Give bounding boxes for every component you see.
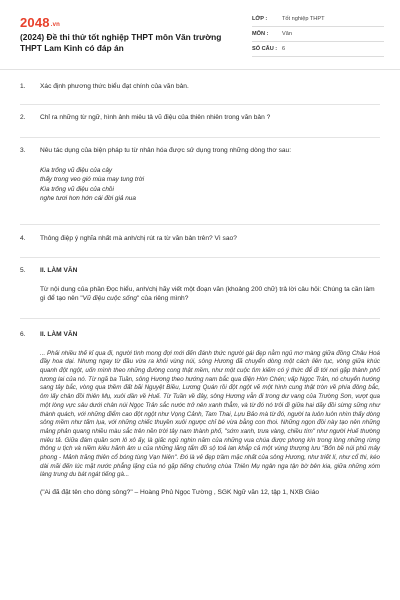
meta-value: 6 [282, 46, 286, 52]
section-heading: II. LÀM VĂN [40, 267, 78, 274]
passage-source: ("Ai đã đặt tên cho dòng sông?" – Hoàng Phủ Ngọc Tường , SGK Ngữ văn 12, tập 1, NXB Giáo [40, 489, 320, 497]
meta-label: LỚP : [252, 16, 268, 22]
question-number: 6. [20, 331, 26, 338]
question-text: Nêu tác dụng của biện pháp tu từ nhân hóa được sử dụng trong những dòng thơ sau: [40, 147, 292, 154]
question-4 [20, 234, 380, 244]
question-divider [20, 137, 380, 138]
question-divider [20, 104, 380, 105]
question-divider [20, 318, 380, 319]
meta-row-class [252, 12, 384, 27]
question-number: 1. [20, 83, 26, 90]
question-number: 5. [20, 267, 26, 274]
question-5 [20, 266, 380, 304]
question-number: 3. [20, 147, 26, 154]
poem-line: thấy trong veo gió mùa may tung trời [40, 176, 145, 184]
question-3 [20, 146, 380, 204]
exam-meta-table [252, 12, 384, 57]
document-header [0, 0, 400, 70]
section-heading: II. LÀM VĂN [40, 331, 78, 338]
poem-excerpt [40, 166, 380, 204]
question-divider [20, 257, 380, 258]
question-text: Thông điệp ý nghĩa nhất mà anh/chị rút ra từ văn bản trên? Vì sao? [40, 235, 237, 242]
meta-label: MÔN : [252, 31, 269, 37]
meta-row-subject [252, 27, 384, 42]
quoted-phrase: Vũ điệu cuộc sống [82, 295, 137, 303]
poem-line: nghe tươi hơn hớn cái đời giả nua [40, 195, 136, 203]
poem-line: Kìa trống vũ điệu của chồi [40, 185, 114, 193]
meta-value: Văn [282, 31, 292, 37]
question-6 [20, 330, 380, 498]
document-title: (2024) Đề thi thử tốt nghiệp THPT môn Văn trường THPT Lam Kinh có đáp án [20, 32, 222, 53]
meta-row-count [252, 42, 384, 57]
question-2 [20, 113, 380, 123]
question-number: 2. [20, 114, 26, 121]
question-text: Xác định phương thức biểu đạt chính của văn bản. [40, 83, 189, 90]
question-divider [20, 224, 380, 225]
question-text: Từ nội dung của phần Đọc hiểu, anh/chị hãy viết một đoạn văn (khoảng 200 chữ) trả lời câu hỏi: Chúng ta cần làm gì để tạo nên "Vũ điệu cuộc sống" của riêng mình? [40, 285, 375, 303]
site-logo[interactable]: 2048.vn [20, 15, 61, 30]
meta-label: SỐ CÂU : [252, 46, 278, 52]
question-1 [20, 82, 380, 92]
meta-value: Tốt nghiệp THPT [282, 16, 325, 22]
question-text: Chỉ ra những từ ngữ, hình ảnh miêu tả vũ điệu của thiên nhiên trong văn bản ? [40, 114, 271, 121]
question-number: 4. [20, 235, 26, 242]
literary-passage: ... Phải nhiều thế kỉ qua đi, người tình mong đợi mới đến đánh thức người gái đẹp nằm ngủ mơ màng giữa đồng Châu Hoá đầy hoa dại. Nhưng ngay từ đầu vừa ra khỏi vùng núi, sông Hương đã chuyển dòng một cách liên tục, vòng giữa khúc quanh đột ngột, uốn mình theo những đường cong thật mềm, như một cuộc tìm kiếm có ý thức để đi tới nơi gặp thành phố tương lai của nó. Từ ngã ba Tuần, sông Hương theo hướng nam bắc qua điện Hòn Chén; vấp Ngọc Trản, nó chuyển hướng sang tây bắc, vòng qua thềm đất bãi Nguyệt Biều, Lương Quán rồi đột ngột vẽ một hình cung thật tròn về phía đông bắc, ôm lấy chân đồi thiên Mụ, xuôi dần về Huế. Từ Tuần về đây, sông Hương vẫn đi trong dư vang của Trường Sơn, vượt qua một lòng vực sâu dưới chân núi Ngọc Trản sắc nước trở nên xanh thẳm, và từ đó nó trôi đi giữa hai dãy đồi sừng sững như thành quách, với những điểm cao đột ngột như Vọng Cảnh, Tam Thai, Lựu Bảo mà từ đó, người ta luôn luôn nhìn thấy dòng sông mềm như tấm lụa, với những chiếc thuyền xuôi ngược chỉ bé vừa bằng con thoi. Những ngọn đồi này tạo nên những mảng phản quang nhiều màu sắc trên nền trời tây nam thành phố, "sớm xanh, trưa vàng, chiều tím" như người Huế thường miêu tả. Giữa đám quần sơn lô xô ấy, là giấc ngủ nghìn năm của những vua chúa được phong kín trong lòng những rừng thông u tịch và niềm kiêu hãnh âm u của những lăng tẩm đồ sộ toả lan khắp cả một vùng thượng lưu "Bốn bề núi phủ mây phong - Mảnh trăng thiên cổ bóng tùng Vạn Niên". Đó là vẻ đẹp trầm mặc nhất của sông Hương, như triết lí, như cổ thi, kéo dài mãi đến lúc mặt nước phẳng lặng của nó gặp tiếng chuông chùa Thiên Mụ ngân nga tận bờ bên kia, giữa những xóm làng trung du bát ngát tiếng gà... [40, 349, 380, 479]
poem-line: Kìa trống vũ điệu của cây [40, 166, 113, 174]
